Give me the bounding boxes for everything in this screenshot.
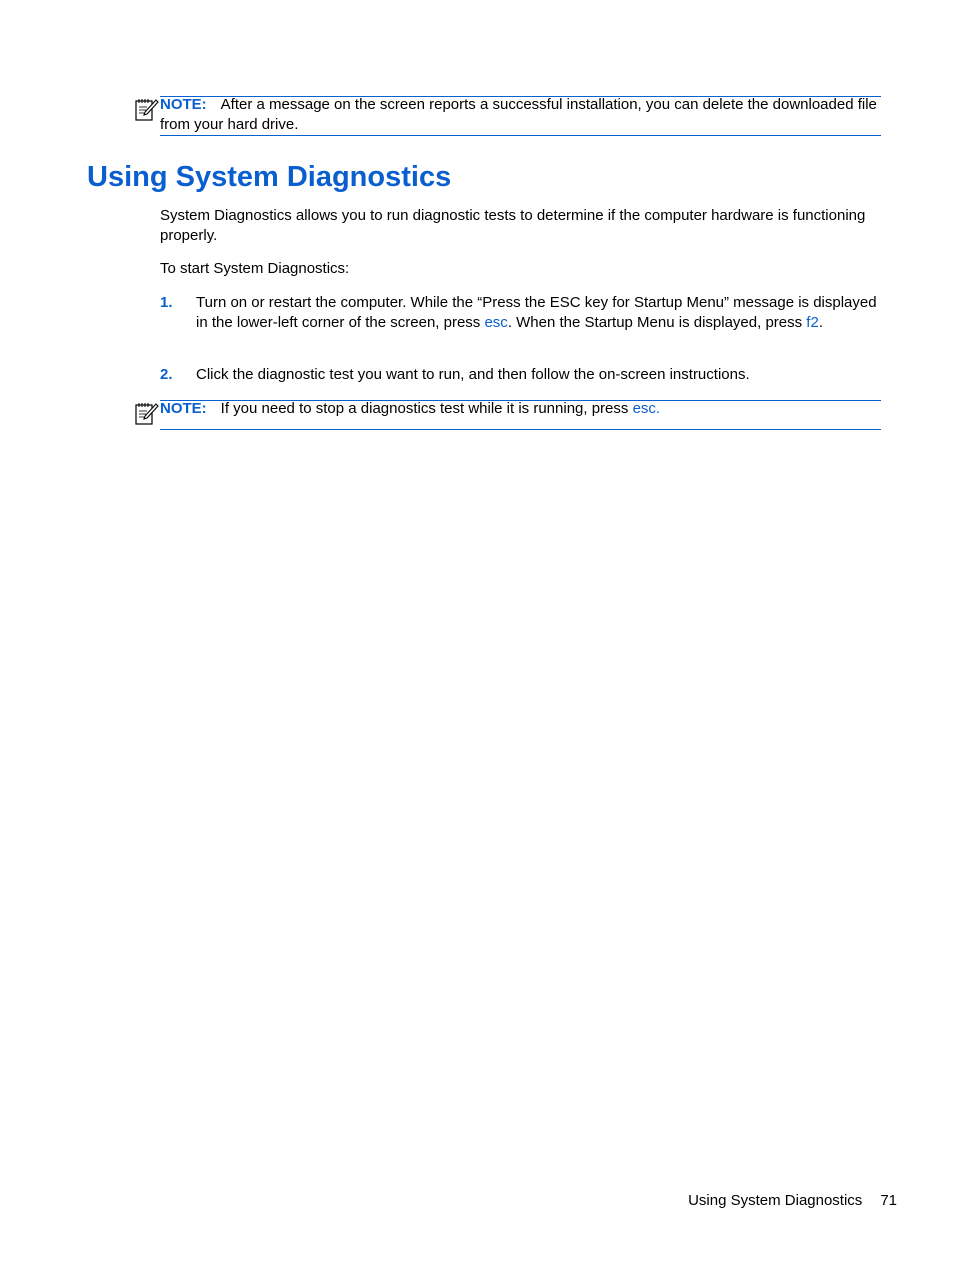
step-text — [196, 293, 881, 332]
note-body: After a message on the screen reports a successful installation, you can delete the downloaded file from your hard drive. — [160, 96, 877, 133]
step-text-part: . — [818, 313, 823, 331]
note-label: NOTE: — [160, 96, 207, 113]
note-body: If you need to stop a diagnostics test while it is running, press — [220, 400, 633, 417]
key-f2: f2 — [806, 313, 819, 331]
page-footer — [600, 1191, 897, 1211]
note-pencil-icon — [135, 97, 159, 121]
note-end: . — [655, 400, 661, 417]
key-esc: esc — [632, 400, 656, 417]
step-text: Click the diagnostic test you want to run, and then follow the on-screen instructions. — [196, 366, 750, 383]
key-esc: esc — [484, 313, 508, 331]
step-number: 2. — [160, 366, 173, 383]
start-paragraph: To start System Diagnostics: — [160, 260, 350, 277]
note-text — [160, 95, 881, 135]
note-label: NOTE: — [160, 400, 207, 417]
note-text — [160, 399, 881, 419]
step-text-part: Turn on or restart the computer. While the “Press the ESC key for Startup Menu” message is displayed in the lower-left corner of the screen, press — [196, 294, 877, 331]
note-box-stop-test — [160, 400, 881, 430]
footer-section-title: Using System Diagnostics — [688, 1192, 863, 1209]
step-number: 1. — [160, 294, 173, 311]
intro-paragraph: System Diagnostics allows you to run diagnostic tests to determine if the computer hardware is functioning properly. — [160, 207, 866, 244]
note-box-install — [160, 96, 881, 136]
step-text-part: . When the Startup Menu is displayed, press — [507, 313, 807, 331]
page-number: 71 — [880, 1192, 897, 1209]
note-pencil-icon — [135, 401, 159, 425]
section-heading: Using System Diagnostics — [87, 161, 452, 193]
